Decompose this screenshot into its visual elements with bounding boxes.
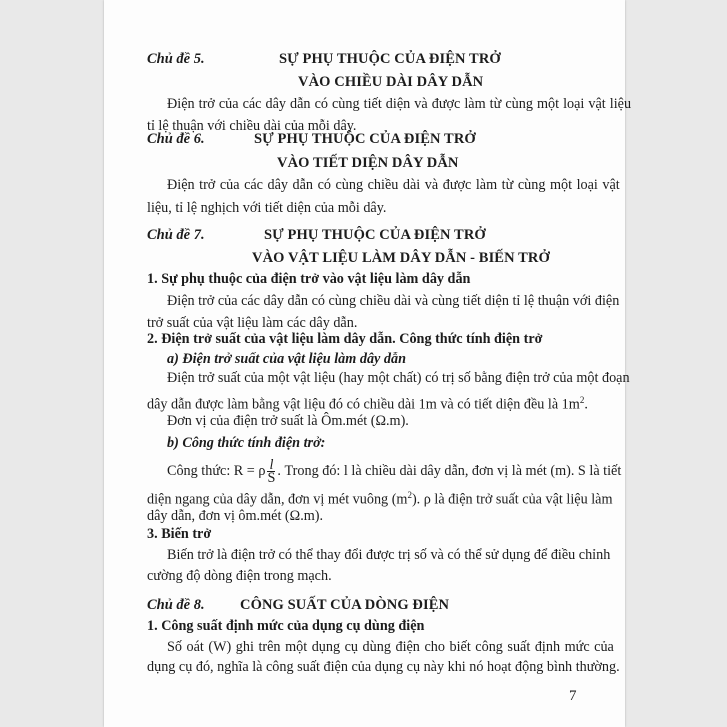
- topic7-section3-heading: 3. Biến trở: [147, 526, 212, 542]
- section2a-line2-text: dây dẫn được làm bằng vật liệu đó có chiều dài 1m và có tiết diện đều là 1m: [147, 396, 580, 413]
- topic7-section2b-line2: [147, 486, 612, 509]
- topic5-label: Chủ đề 5.: [147, 51, 205, 67]
- topic6-title-line1: SỰ PHỤ THUỘC CỦA ĐIỆN TRỞ: [254, 131, 476, 147]
- topic5-body-line1: Điện trở của các dây dẫn có cùng tiết diện và được làm từ cùng một loại vật liệu: [167, 96, 632, 112]
- superscript-2: 2: [407, 490, 412, 500]
- topic8-section1-line1: Số oát (W) ghi trên một dụng cụ dùng điện cho biết công suất định mức của: [167, 639, 614, 655]
- formula-prefix: Công thức: R = ρ: [167, 463, 266, 479]
- topic8-title: CÔNG SUẤT CỦA DÒNG ĐIỆN: [240, 597, 450, 613]
- topic8-section1-line2: dụng cụ đó, nghĩa là công suất điện của dụng cụ này khi nó hoạt động bình thường.: [147, 659, 620, 675]
- section2b-line2-text-a: diện ngang của dây dẫn, đơn vị mét vuông (m: [147, 491, 408, 508]
- topic8-label: Chủ đề 8.: [147, 597, 205, 613]
- topic6-title-line2: VÀO TIẾT DIỆN DÂY DẪN: [277, 155, 459, 171]
- topic7-title-line1: SỰ PHỤ THUỘC CỦA ĐIỆN TRỞ: [264, 227, 486, 243]
- topic8-section1-heading: 1. Công suất định mức của dụng cụ dùng điện: [147, 618, 425, 634]
- topic7-section2a-heading: a) Điện trở suất của vật liệu làm dây dẫn: [167, 351, 406, 367]
- topic7-section3-line1: Biến trở là điện trở có thể thay đổi được trị số và có thể sử dụng để điều chỉnh: [167, 547, 611, 563]
- topic7-section1-line2: trở suất của vật liệu làm các dây dẫn.: [147, 315, 358, 331]
- topic7-section1-heading: 1. Sự phụ thuộc của điện trở vào vật liệu làm dây dẫn: [147, 271, 471, 287]
- book-page: [104, 0, 632, 727]
- topic7-formula-line: [167, 456, 621, 486]
- topic7-section2a-line3: Đơn vị của điện trở suất là Ôm.mét (Ω.m).: [167, 413, 409, 429]
- formula-fraction: [267, 457, 276, 487]
- section2a-line2-period: .: [584, 396, 588, 413]
- fraction-numerator: l: [269, 457, 274, 474]
- page-number: 7: [569, 688, 577, 704]
- topic7-section3-line2: cường độ dòng điện trong mạch.: [147, 568, 332, 584]
- topic7-section1-line1: Điện trở của các dây dẫn có cùng chiều dài và cùng tiết diện tỉ lệ thuận với điện: [167, 293, 620, 309]
- topic7-section2a-line2: [147, 391, 588, 414]
- topic7-section2b-line3: dây dẫn, đơn vị ôm.mét (Ω.m).: [147, 508, 324, 524]
- formula-suffix: . Trong đó: l là chiều dài dây dẫn, đơn vị là mét (m). S là tiết: [277, 463, 622, 479]
- topic7-section2a-line1: Điện trở suất của một vật liệu (hay một chất) có trị số bằng điện trở của một đoạn: [167, 370, 630, 386]
- topic7-section2b-heading: b) Công thức tính điện trở:: [167, 435, 326, 451]
- topic7-section2-heading: 2. Điện trở suất của vật liệu làm dây dẫn. Công thức tính điện trở: [147, 331, 543, 347]
- topic5-title-line2: VÀO CHIỀU DÀI DÂY DẪN: [298, 74, 484, 90]
- topic5-body-line2: tỉ lệ thuận với chiều dài của mỗi dây.: [147, 118, 357, 134]
- topic6-label: Chủ đề 6.: [147, 131, 205, 147]
- topic7-title-line2: VÀO VẬT LIỆU LÀM DÂY DẪN - BIẾN TRỞ: [252, 250, 550, 266]
- topic6-body-line1: Điện trở của các dây dẫn có cùng chiều dài và được làm từ cùng một loại vật: [167, 177, 620, 193]
- topic6-body-line2: liệu, tỉ lệ nghịch với tiết diện của mỗi dây.: [147, 200, 387, 216]
- topic7-label: Chủ đề 7.: [147, 227, 205, 243]
- section2b-line2-text-b: ). ρ là điện trở suất của vật liệu làm: [411, 491, 613, 508]
- fraction-denominator: S: [267, 470, 276, 487]
- topic5-title-line1: SỰ PHỤ THUỘC CỦA ĐIỆN TRỞ: [279, 51, 501, 67]
- superscript-2: 2: [579, 395, 585, 405]
